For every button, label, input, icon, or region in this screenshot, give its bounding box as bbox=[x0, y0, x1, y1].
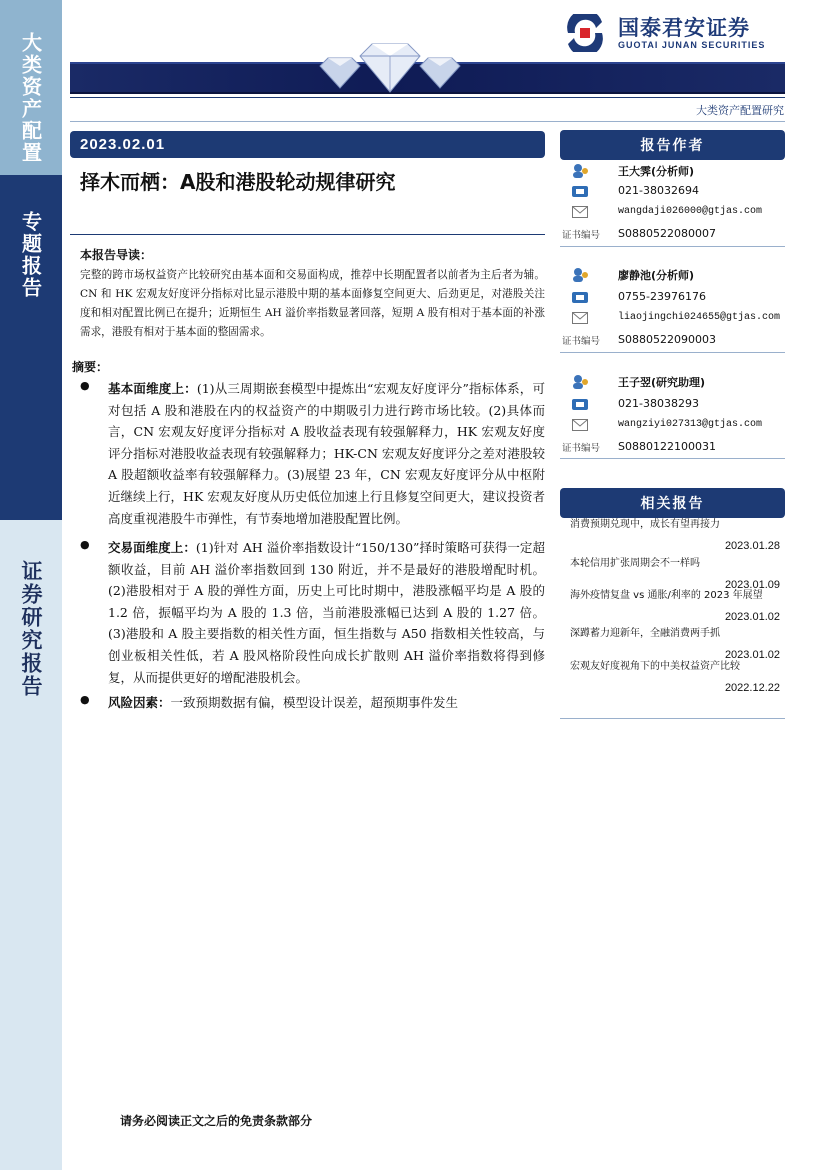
logo-english-name: GUOTAI JUNAN SECURITIES bbox=[618, 40, 766, 50]
report-date: 2023.02.01 bbox=[80, 136, 166, 153]
disclaimer-footer: 请务必阅读正文之后的免责条款部分 bbox=[120, 1114, 313, 1128]
report-category: 大类资产配置研究 bbox=[696, 104, 784, 117]
author-email-row bbox=[560, 414, 785, 435]
author-email-row bbox=[560, 307, 785, 328]
author-cert-number: S0880122100031 bbox=[618, 440, 716, 453]
header-divider bbox=[70, 97, 785, 98]
author-email[interactable]: liaojingchi024655@gtjas.com bbox=[618, 312, 781, 323]
person-icon bbox=[570, 374, 590, 390]
sidebar-section-special-report bbox=[0, 175, 62, 520]
author-name: 王大霁(分析师) bbox=[618, 164, 695, 178]
bullet-body: (1)针对 AH 溢价率指数设计“150/130”择时策略可获得一定超额收益，目前 AH 溢价率指数回到 130 附近，并不是最好的港股增配时机。(2)港股相对于 A 股的弹性方面，历史上可比时期中，港股涨幅平均是 A 股的 1.2 倍，振幅平均为 A 股的 1.3 倍，当前港股涨幅已达到 A 股的 1.27 倍。(3)港股和 A 股主要指数的相关性方面，恒生指数与 A50 指数相关性较高，与创业板相关性低，若 A 股风格阶段性向成长扩散则 AH 溢价率指数将得到修复，从而提供更好的增配港股机会。 bbox=[108, 540, 545, 685]
author-email[interactable]: wangziyi027313@gtjas.com bbox=[618, 419, 763, 430]
bullet-heading: 风险因素： bbox=[108, 695, 171, 710]
bullet-body: 一致预期数据有偏，模型设计误差，超预期事件发生 bbox=[170, 695, 459, 710]
related-report-title[interactable]: 本轮信用扩张周期会不一样吗 bbox=[570, 558, 700, 569]
sidebar-label-research-report: 证券研究报告 bbox=[19, 560, 43, 698]
bullet-dot-icon: ● bbox=[80, 693, 90, 706]
sidebar-label-asset-allocation: 大类资产配置 bbox=[18, 32, 43, 164]
sidebar bbox=[0, 0, 62, 1170]
author-cert-row bbox=[560, 436, 785, 457]
author-phone-row bbox=[560, 180, 785, 201]
related-report-item[interactable] bbox=[560, 587, 785, 627]
related-report-date: 2023.01.02 bbox=[724, 649, 780, 661]
title-divider bbox=[70, 234, 545, 235]
email-icon bbox=[570, 204, 590, 220]
author-name: 王子翌(研究助理) bbox=[618, 375, 706, 389]
cert-label: 证书编号 bbox=[562, 229, 601, 241]
author-name-row bbox=[560, 160, 785, 181]
related-report-item[interactable] bbox=[560, 516, 785, 556]
person-icon bbox=[570, 267, 590, 283]
cert-label: 证书编号 bbox=[562, 442, 601, 454]
phone-icon bbox=[570, 396, 590, 412]
email-icon bbox=[570, 310, 590, 326]
related-report-date: 2023.01.28 bbox=[724, 540, 780, 552]
abstract-bullet-trading bbox=[80, 537, 545, 688]
related-report-title[interactable]: 消费预期兑现中，成长有望再接力 bbox=[570, 519, 720, 530]
phone-icon bbox=[570, 183, 590, 199]
author-cert-row bbox=[560, 223, 785, 244]
bullet-dot-icon: ● bbox=[80, 538, 90, 551]
author-divider bbox=[560, 246, 785, 247]
guide-heading: 本报告导读： bbox=[80, 248, 153, 262]
bullet-body: (1)从三周期嵌套模型中提炼出“宏观友好度评分”指标体系，可对包括 A 股和港股在内的权益资产的中期吸引力进行跨市场比较。(2)具体而言，CN 宏观友好度评分指标对 A 股收益表现有较强解释力，HK 宏观友好度评分指标对港股收益表现有较强解释力；HK-CN 宏观友好度评分之差对港股较 A 股超额收益率有较强解释力。(3)展望 23 年，CN 宏观友好度评分从中枢附近继续上行，HK 宏观友好度从历史低位加速上行且修复空间更大，建议投资者高度重视港股牛市弹性，有节奏地增加港股配置比例。 bbox=[108, 381, 545, 526]
related-report-date: 2023.01.02 bbox=[724, 611, 780, 623]
author-cert-number: S0880522080007 bbox=[618, 227, 716, 240]
diamond-decoration-icon bbox=[300, 36, 480, 96]
author-name-row bbox=[560, 264, 785, 285]
author-phone: 021-38032694 bbox=[618, 184, 699, 197]
author-phone: 021-38038293 bbox=[618, 397, 699, 410]
author-phone: 0755-23976176 bbox=[618, 290, 706, 303]
person-icon bbox=[570, 163, 590, 179]
sidebar-label-special-report: 专题报告 bbox=[18, 211, 43, 299]
author-email[interactable]: wangdaji026000@gtjas.com bbox=[618, 206, 763, 217]
author-divider bbox=[560, 458, 785, 459]
sidebar-section-asset-allocation bbox=[0, 0, 62, 175]
authors-heading: 报告作者 bbox=[560, 130, 785, 160]
related-report-title[interactable]: 宏观友好度视角下的中美权益资产比较 bbox=[570, 661, 740, 672]
author-name: 廖静池(分析师) bbox=[618, 268, 695, 282]
author-cert-number: S0880522090003 bbox=[618, 333, 716, 346]
related-report-title[interactable]: 海外疫情复盘 vs 通胀/利率的 2023 年展望 bbox=[570, 590, 763, 601]
related-report-date: 2022.12.22 bbox=[724, 682, 780, 694]
author-divider bbox=[560, 352, 785, 353]
logo-chinese-name: 国泰君安证券 bbox=[618, 16, 750, 40]
date-bar bbox=[70, 131, 545, 158]
abstract-bullet-fundamentals bbox=[80, 378, 545, 529]
related-report-date: 2023.01.09 bbox=[724, 579, 780, 591]
related-report-item[interactable] bbox=[560, 658, 785, 698]
abstract-heading: 摘要： bbox=[72, 360, 109, 374]
email-icon bbox=[570, 417, 590, 433]
author-phone-row bbox=[560, 286, 785, 307]
author-cert-row bbox=[560, 329, 785, 350]
related-reports-heading: 相关报告 bbox=[560, 488, 785, 518]
author-name-row bbox=[560, 371, 785, 392]
abstract-bullet-risk bbox=[80, 692, 545, 714]
bullet-dot-icon: ● bbox=[80, 379, 90, 392]
cert-label: 证书编号 bbox=[562, 335, 601, 347]
report-title: 择木而栖：A股和港股轮动规律研究 bbox=[80, 170, 396, 194]
logo-mark-icon bbox=[560, 14, 610, 52]
related-report-title[interactable]: 深蹲蓄力迎新年，全融消费两手抓 bbox=[570, 628, 720, 639]
bullet-heading: 基本面维度上： bbox=[108, 381, 197, 396]
bullet-heading: 交易面维度上： bbox=[108, 540, 196, 555]
related-divider bbox=[560, 718, 785, 719]
author-email-row bbox=[560, 201, 785, 222]
author-phone-row bbox=[560, 393, 785, 414]
guide-text: 完整的跨市场权益资产比较研究由基本面和交易面构成，推荐中长期配置者以前者为主后者为辅。CN 和 HK 宏观友好度评分指标对比显示港股中期的基本面修复空间更大、后劲更足，对港股关注度和相对配置比例已在提升；近期恒生 AH 溢价率指数显著回落，短期 A 股有相对于基本面的补涨需求，港股有相对于基本面的整固需求。 bbox=[80, 269, 545, 338]
sidebar-section-research-report bbox=[0, 520, 62, 1170]
phone-icon bbox=[570, 289, 590, 305]
category-divider bbox=[70, 121, 785, 122]
company-logo bbox=[560, 12, 788, 54]
